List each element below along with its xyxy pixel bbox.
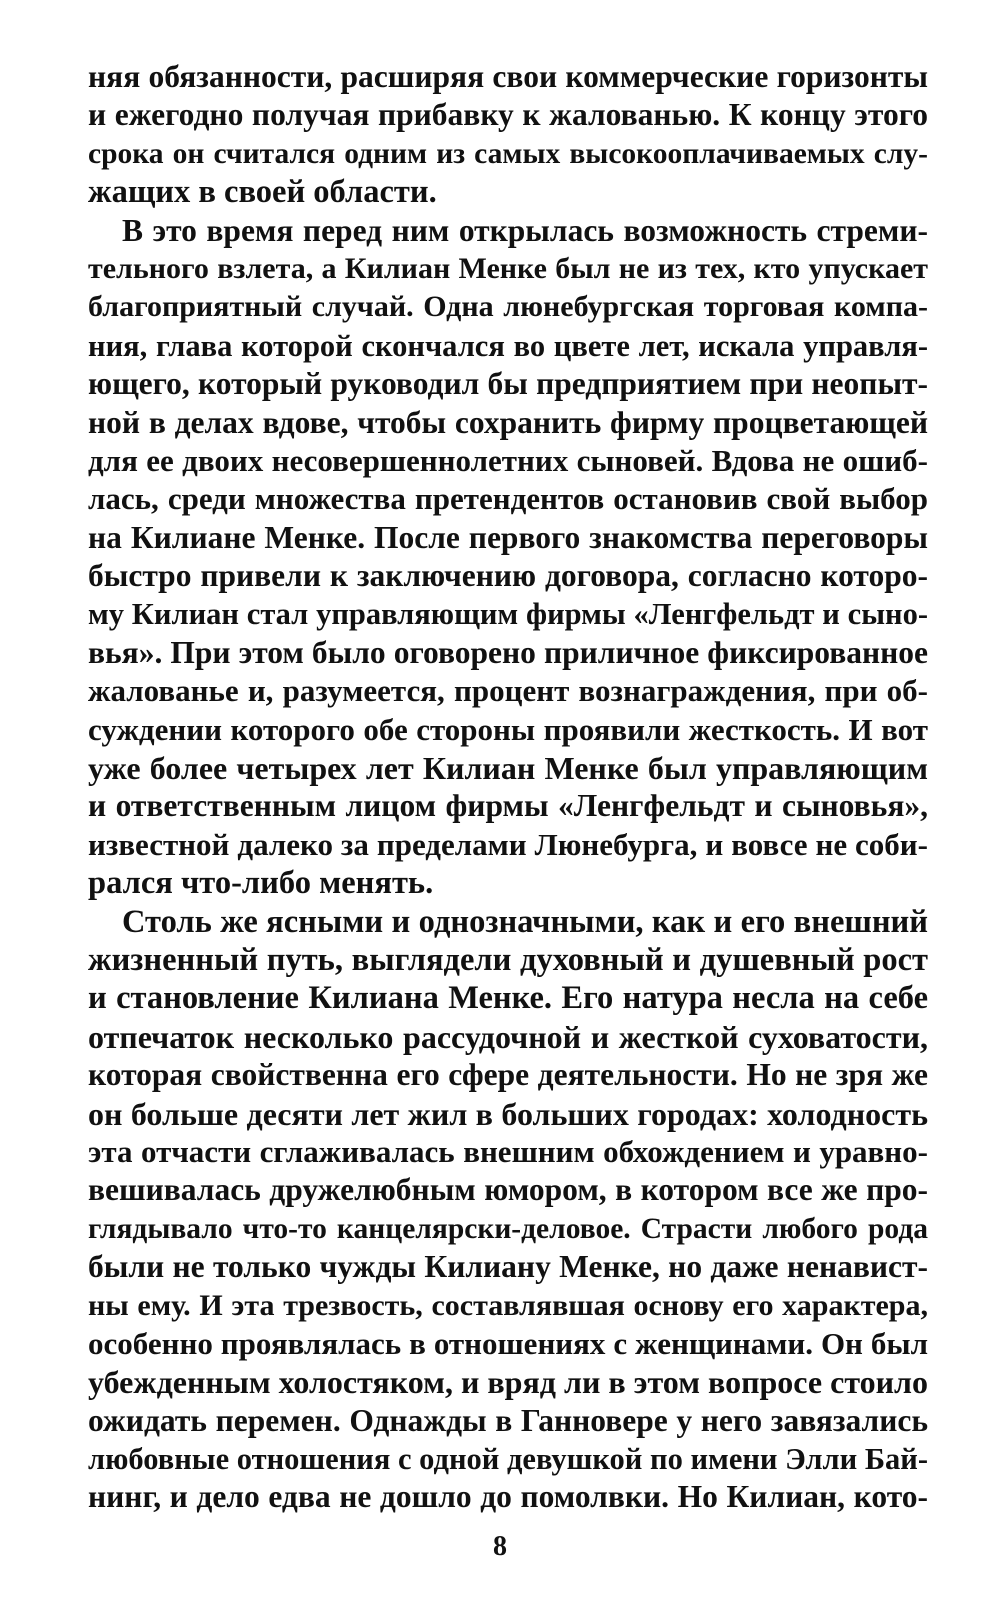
text-line: благоприятный случай. Одна люнебургская торговая компа- [88,290,928,324]
text-line: рался что-либо менять. [88,865,434,902]
text-line: лась, среди множества претендентов остановив свой выбор [88,481,928,517]
text-line: няя обязанности, расширяя свои коммерческие горизонты [88,59,928,94]
text-line: известной далеко за пределами Люнебурга, и вовсе не соби- [88,826,928,862]
text-line: жащих в своей области. [88,174,437,211]
text-line: В это время перед ним открылась возможность стреми- [122,212,928,248]
text-line: му Килиан стал управляющим фирмы «Ленгфельдт и сыно- [88,597,928,632]
text-line: ной в делах вдове, чтобы сохранить фирму процветающей [88,404,928,440]
text-line: которая свойственна его сфере деятельности. Но не зря же [88,1057,928,1093]
text-line: глядывало что-то канцелярски-деловое. Страсти любого рода [88,1212,928,1245]
page-number: 8 [493,1531,507,1562]
text-line: уже более четырех лет Килиан Менке был управляющим [88,750,928,787]
text-line: и ответственным лицом фирмы «Ленгфельдт и сыновья», [88,788,928,824]
text-line: отпечаток несколько рассудочной и жесткой суховатости, [88,1018,928,1055]
body-text [88,58,928,1517]
paragraph-3 [88,903,928,1517]
text-line: и становление Килиана Менке. Его натура несла на себе [88,980,928,1017]
text-line: убежденным холостяком, и вряд ли в этом вопросе стоило [88,1364,928,1401]
text-line: ны ему. И эта трезвость, составлявшая основу его характера, [88,1288,928,1322]
paragraph-1 [88,58,928,212]
text-line: ожидать перемен. Однажды в Ганновере у него завязались [88,1402,928,1438]
text-line: ющего, который руководил бы предприятием при неопыт- [88,366,928,402]
text-line: были не только чужды Килиану Менке, но даже ненавист- [88,1249,928,1285]
text-line: вешивалась дружелюбным юмором, в котором все же про- [88,1172,928,1208]
text-line: эта отчасти сглаживалась внешним обхождением и уравно- [88,1133,928,1169]
text-line: ния, глава которой скончался во цвете лет, искала управля- [88,328,928,363]
text-line: жизненный путь, выглядели духовный и душевный рост [88,941,928,978]
text-line: тельного взлета, а Килиан Менке был не из тех, кто упускает [88,251,928,285]
text-line: любовные отношения с одной девушкой по имени Элли Бай- [88,1442,928,1477]
paragraph-2 [88,212,928,903]
text-line: и ежегодно получая прибавку к жалованью. К концу этого [88,97,928,133]
text-line: на Килиане Менке. После первого знакомства переговоры [88,519,928,555]
text-line: жалованье и, разумеется, процент вознаграждения, при об- [88,673,928,709]
text-line: быстро привели к заключению договора, согласно которо- [88,558,928,594]
text-line: для ее двоих несовершеннолетних сыновей. Вдова не ошиб- [88,442,928,478]
text-line: срока он считался одним из самых высокооплачиваемых слу- [88,137,928,170]
text-line: он больше десяти лет жил в больших городах: холодность [88,1095,928,1132]
text-line: особенно проявлялась в отношениях с женщинами. Он был [88,1325,928,1361]
text-line: Столь же ясными и однозначными, как и его внешний [122,903,928,940]
text-line: суждении которого обе стороны проявили жесткость. И вот [88,711,928,747]
text-line: нинг, и дело едва не дошло до помолвки. Но Килиан, кото- [88,1479,928,1515]
text-line: вья». При этом было оговорено приличное фиксированное [88,634,928,670]
